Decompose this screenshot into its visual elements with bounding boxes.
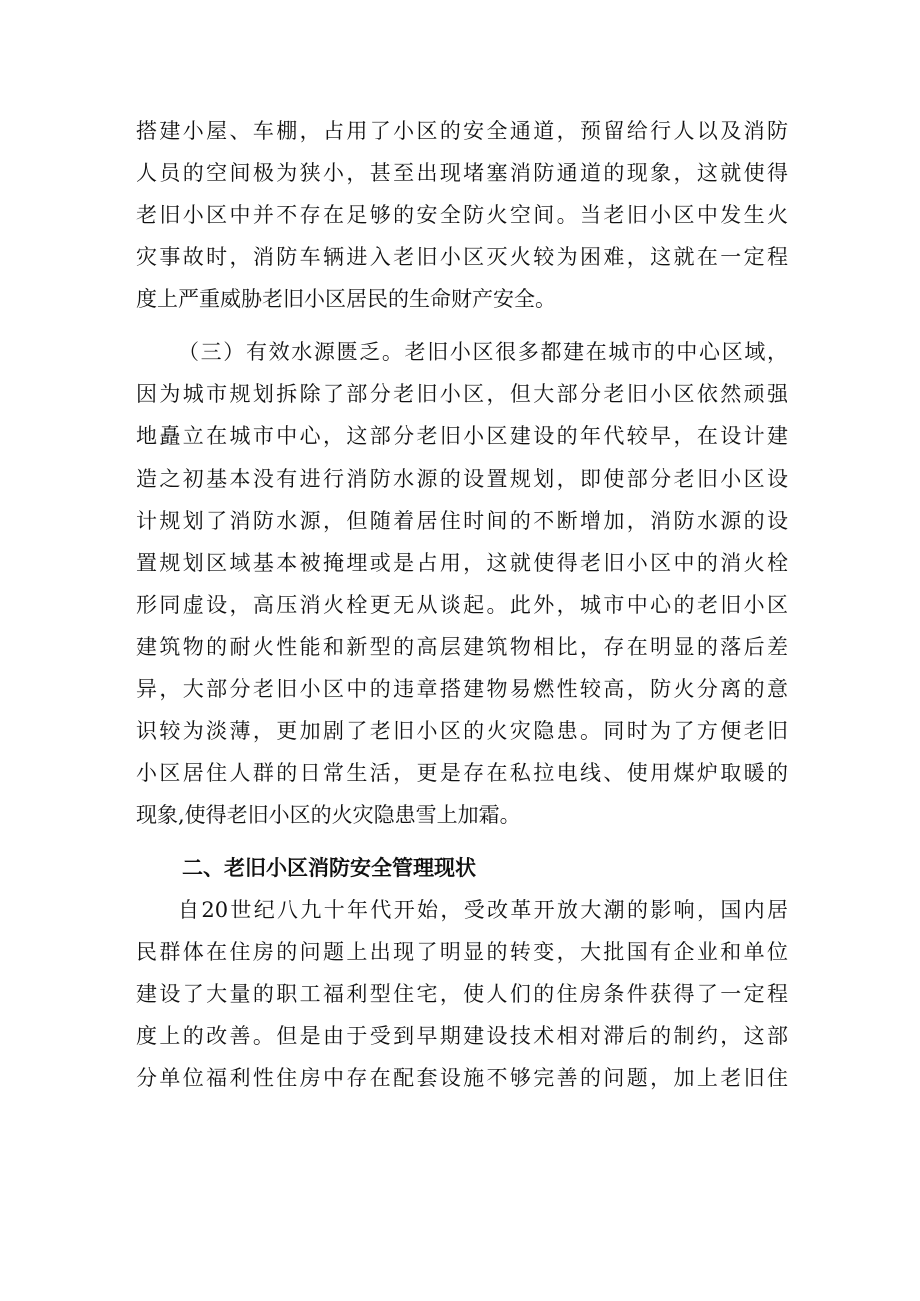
text-line: 识较为淡薄，更加剧了老旧小区的火灾隐患。同时为了方便老旧 bbox=[136, 719, 788, 743]
text-line: 现象,使得老旧小区的火灾隐患雪上加霜。 bbox=[136, 803, 521, 827]
text-line: 搭建小屋、车棚，占用了小区的安全通道，预留给行人以及消防 bbox=[136, 119, 788, 143]
text-line: 异，大部分老旧小区中的违章搭建物易燃性较高，防火分离的意 bbox=[136, 677, 788, 701]
text-line: 民群体在住房的问题上出现了明显的转变，大批国有企业和单位 bbox=[136, 940, 788, 964]
text-line: 建设了大量的职工福利型住宅，使人们的住房条件获得了一定程 bbox=[136, 982, 788, 1006]
text-line: 形同虚设，高压消火栓更无从谈起。此外，城市中心的老旧小区 bbox=[136, 593, 788, 617]
text-line: 造之初基本没有进行消防水源的设置规划，即使部分老旧小区设 bbox=[136, 467, 788, 491]
text-line: 灾事故时，消防车辆进入老旧小区灭火较为困难，这就在一定程 bbox=[136, 245, 788, 269]
text-line: 置规划区域基本被掩埋或是占用，这就使得老旧小区中的消火栓 bbox=[136, 551, 788, 575]
text-line: 小区居住人群的日常生活，更是存在私拉电线、使用煤炉取暖的 bbox=[136, 761, 788, 785]
text-line: 地矗立在城市中心，这部分老旧小区建设的年代较早，在设计建 bbox=[136, 424, 788, 448]
text-line: 因为城市规划拆除了部分老旧小区，但大部分老旧小区依然顽强 bbox=[136, 382, 788, 406]
text-line: 度上的改善。但是由于受到早期建设技术相对滞后的制约，这部 bbox=[136, 1024, 788, 1048]
section-heading: 二、老旧小区消防安全管理现状 bbox=[182, 856, 476, 880]
text-line: 建筑物的耐火性能和新型的高层建筑物相比，存在明显的落后差 bbox=[136, 635, 788, 659]
text-line: 人员的空间极为狭小，甚至出现堵塞消防通道的现象，这就使得 bbox=[136, 161, 788, 185]
text-line: 分单位福利性住房中存在配套设施不够完善的问题，加上老旧住 bbox=[136, 1066, 788, 1090]
text-line: 自20世纪八九十年代开始，受改革开放大潮的影响，国内居 bbox=[178, 898, 788, 922]
text-line: 度上严重威胁老旧小区居民的生命财产安全。 bbox=[136, 287, 556, 311]
text-line: （三）有效水源匮乏。老旧小区很多都建在城市的中心区域， bbox=[178, 340, 788, 364]
text-line: 老旧小区中并不存在足够的安全防火空间。当老旧小区中发生火 bbox=[136, 203, 788, 227]
text-line: 计规划了消防水源，但随着居住时间的不断增加，消防水源的设 bbox=[136, 509, 788, 533]
